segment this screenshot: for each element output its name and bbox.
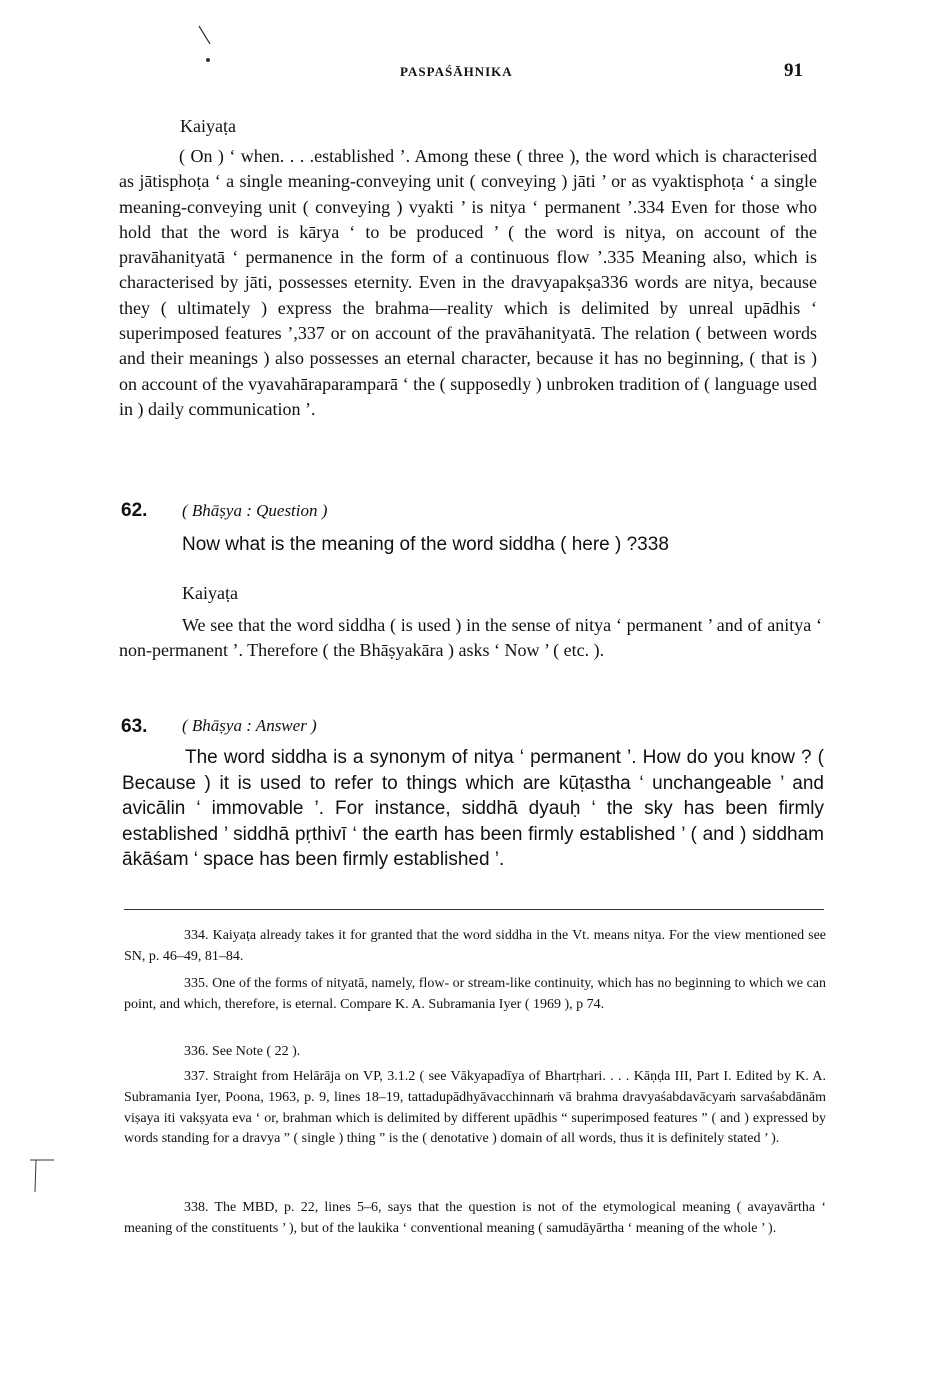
footnote-338 — [124, 1198, 826, 1240]
footnote-337 — [124, 1067, 826, 1150]
footnote-number: 335. — [184, 976, 209, 991]
footnote-text: See Note ( 22 ). — [212, 1044, 301, 1059]
footnote-text: One of the forms of nityatā, namely, flow- or stream-like continuity, which has no beginning to which we can point, and which, therefore, is eternal. Compare K. A. Subramania Iyer ( 1969 ), p 74. — [124, 976, 826, 1012]
footnote-336 — [124, 1042, 826, 1063]
footnote-number: 337. — [184, 1069, 209, 1084]
scan-mark — [196, 24, 220, 66]
footnote-335 — [124, 974, 826, 1016]
footnote-number: 334. — [184, 928, 209, 943]
footnote-rule — [124, 909, 824, 910]
footnote-text: The MBD, p. 22, lines 5–6, says that the question is not of the etymological meaning ( avayavārtha ‘ meaning of the constituents ’ ), but of the laukika ‘ conventional meaning ( samudāyārtha ‘ meaning of the whole ’ ). — [124, 1200, 826, 1236]
section-label-63: ( Bhāṣya : Answer ) — [182, 716, 317, 735]
footnote-334 — [124, 926, 826, 968]
page-number: 91 — [784, 60, 803, 81]
kaiyata-heading-62: Kaiyaṭa — [182, 583, 238, 603]
kaiyata-paragraph-62: We see that the word siddha ( is used ) in the sense of nitya ‘ permanent ’ and of anitya ‘ non-permanent ’. Therefore ( the Bhāṣyakāra ) asks ‘ Now ’ ( etc. ). — [119, 615, 822, 661]
bhasya-question: Now what is the meaning of the word siddha ( here ) ?338 — [182, 534, 669, 555]
bhasya-answer: The word siddha is a synonym of nitya ‘ permanent ’. How do you know ? ( Because ) it is used to refer to things which are kūṭastha ‘ unchangeable ’ and avicālin ‘ immovable ’. For instance, siddhā dyauḥ ‘ the sky has been firmly established ’ siddhā pṛthivī ‘ the earth has been firmly established ’ ( and ) siddham ākāśam ‘ space has been firmly established ’. — [122, 747, 824, 871]
kaiyata-paragraph: ( On ) ‘ when. . . .established ’. Among these ( three ), the word which is characterised as jātisphoṭa ‘ a single meaning-conveying unit ( conveying ) jāti ’ or as vyaktisphoṭa ‘ a single meaning-conveying unit ( conveying ) vyakti ’ is nitya ‘ permanent ’.334 Even for those who hold that the word is kārya ‘ to be produced ’ ( the word is nitya, on account of the pravāhanityatā ‘ permanence in the form of a continuous flow ’.335 Meaning also, which is characterised by jāti, possesses eternity. Even in the dravyapakṣa336 words are nitya, because they ( ultimately ) express the brahma—reality which is delimited by unreal upādhis ‘ superimposed features ’,337 or on account of the pravāhanityatā. The relation ( between words and their meanings ) also possesses an eternal character, because it has no beginning, ( that is ) on account of the vyavahāraparamparā ‘ the ( supposedly ) unbroken tradition of ( language used in ) daily communication ’. — [119, 146, 817, 419]
footnote-text: Straight from Helārāja on VP, 3.1.2 ( see Vākyapadīya of Bhartṛhari. . . . Kāṇḍa III, Part I. Edited by K. A. Subramania Iyer, Poona, 1963, p. 9, lines 18–19, tattadupādhyāvacchinnaṁ vā brahma dravyaśabdavācyaṁ sarvaśabdānām viṣaya iti vakṣyata eva ‘ or, brahman which is delimited by different upādhis “ superimposed features ” ( and ) expressed by words standing for a dravya ” ( single ) thing ” is the ( denotative ) domain of all words, thus it is definitely stated ’ ). — [124, 1069, 827, 1147]
footnote-number: 336. — [184, 1044, 209, 1059]
kaiyata-heading: Kaiyaṭa — [180, 116, 236, 136]
footnote-number: 338. — [184, 1200, 209, 1215]
running-header: PASPAŚĀHNIKA — [400, 64, 513, 79]
section-label-62: ( Bhāṣya : Question ) — [182, 501, 328, 520]
section-number-63: 63. — [121, 716, 148, 737]
section-number-62: 62. — [121, 500, 148, 521]
margin-mark — [28, 1150, 58, 1195]
footnote-text: Kaiyaṭa already takes it for granted that the word siddha in the Vt. means nitya. For the view mentioned see SN, p. 46–49, 81–84. — [124, 928, 827, 964]
